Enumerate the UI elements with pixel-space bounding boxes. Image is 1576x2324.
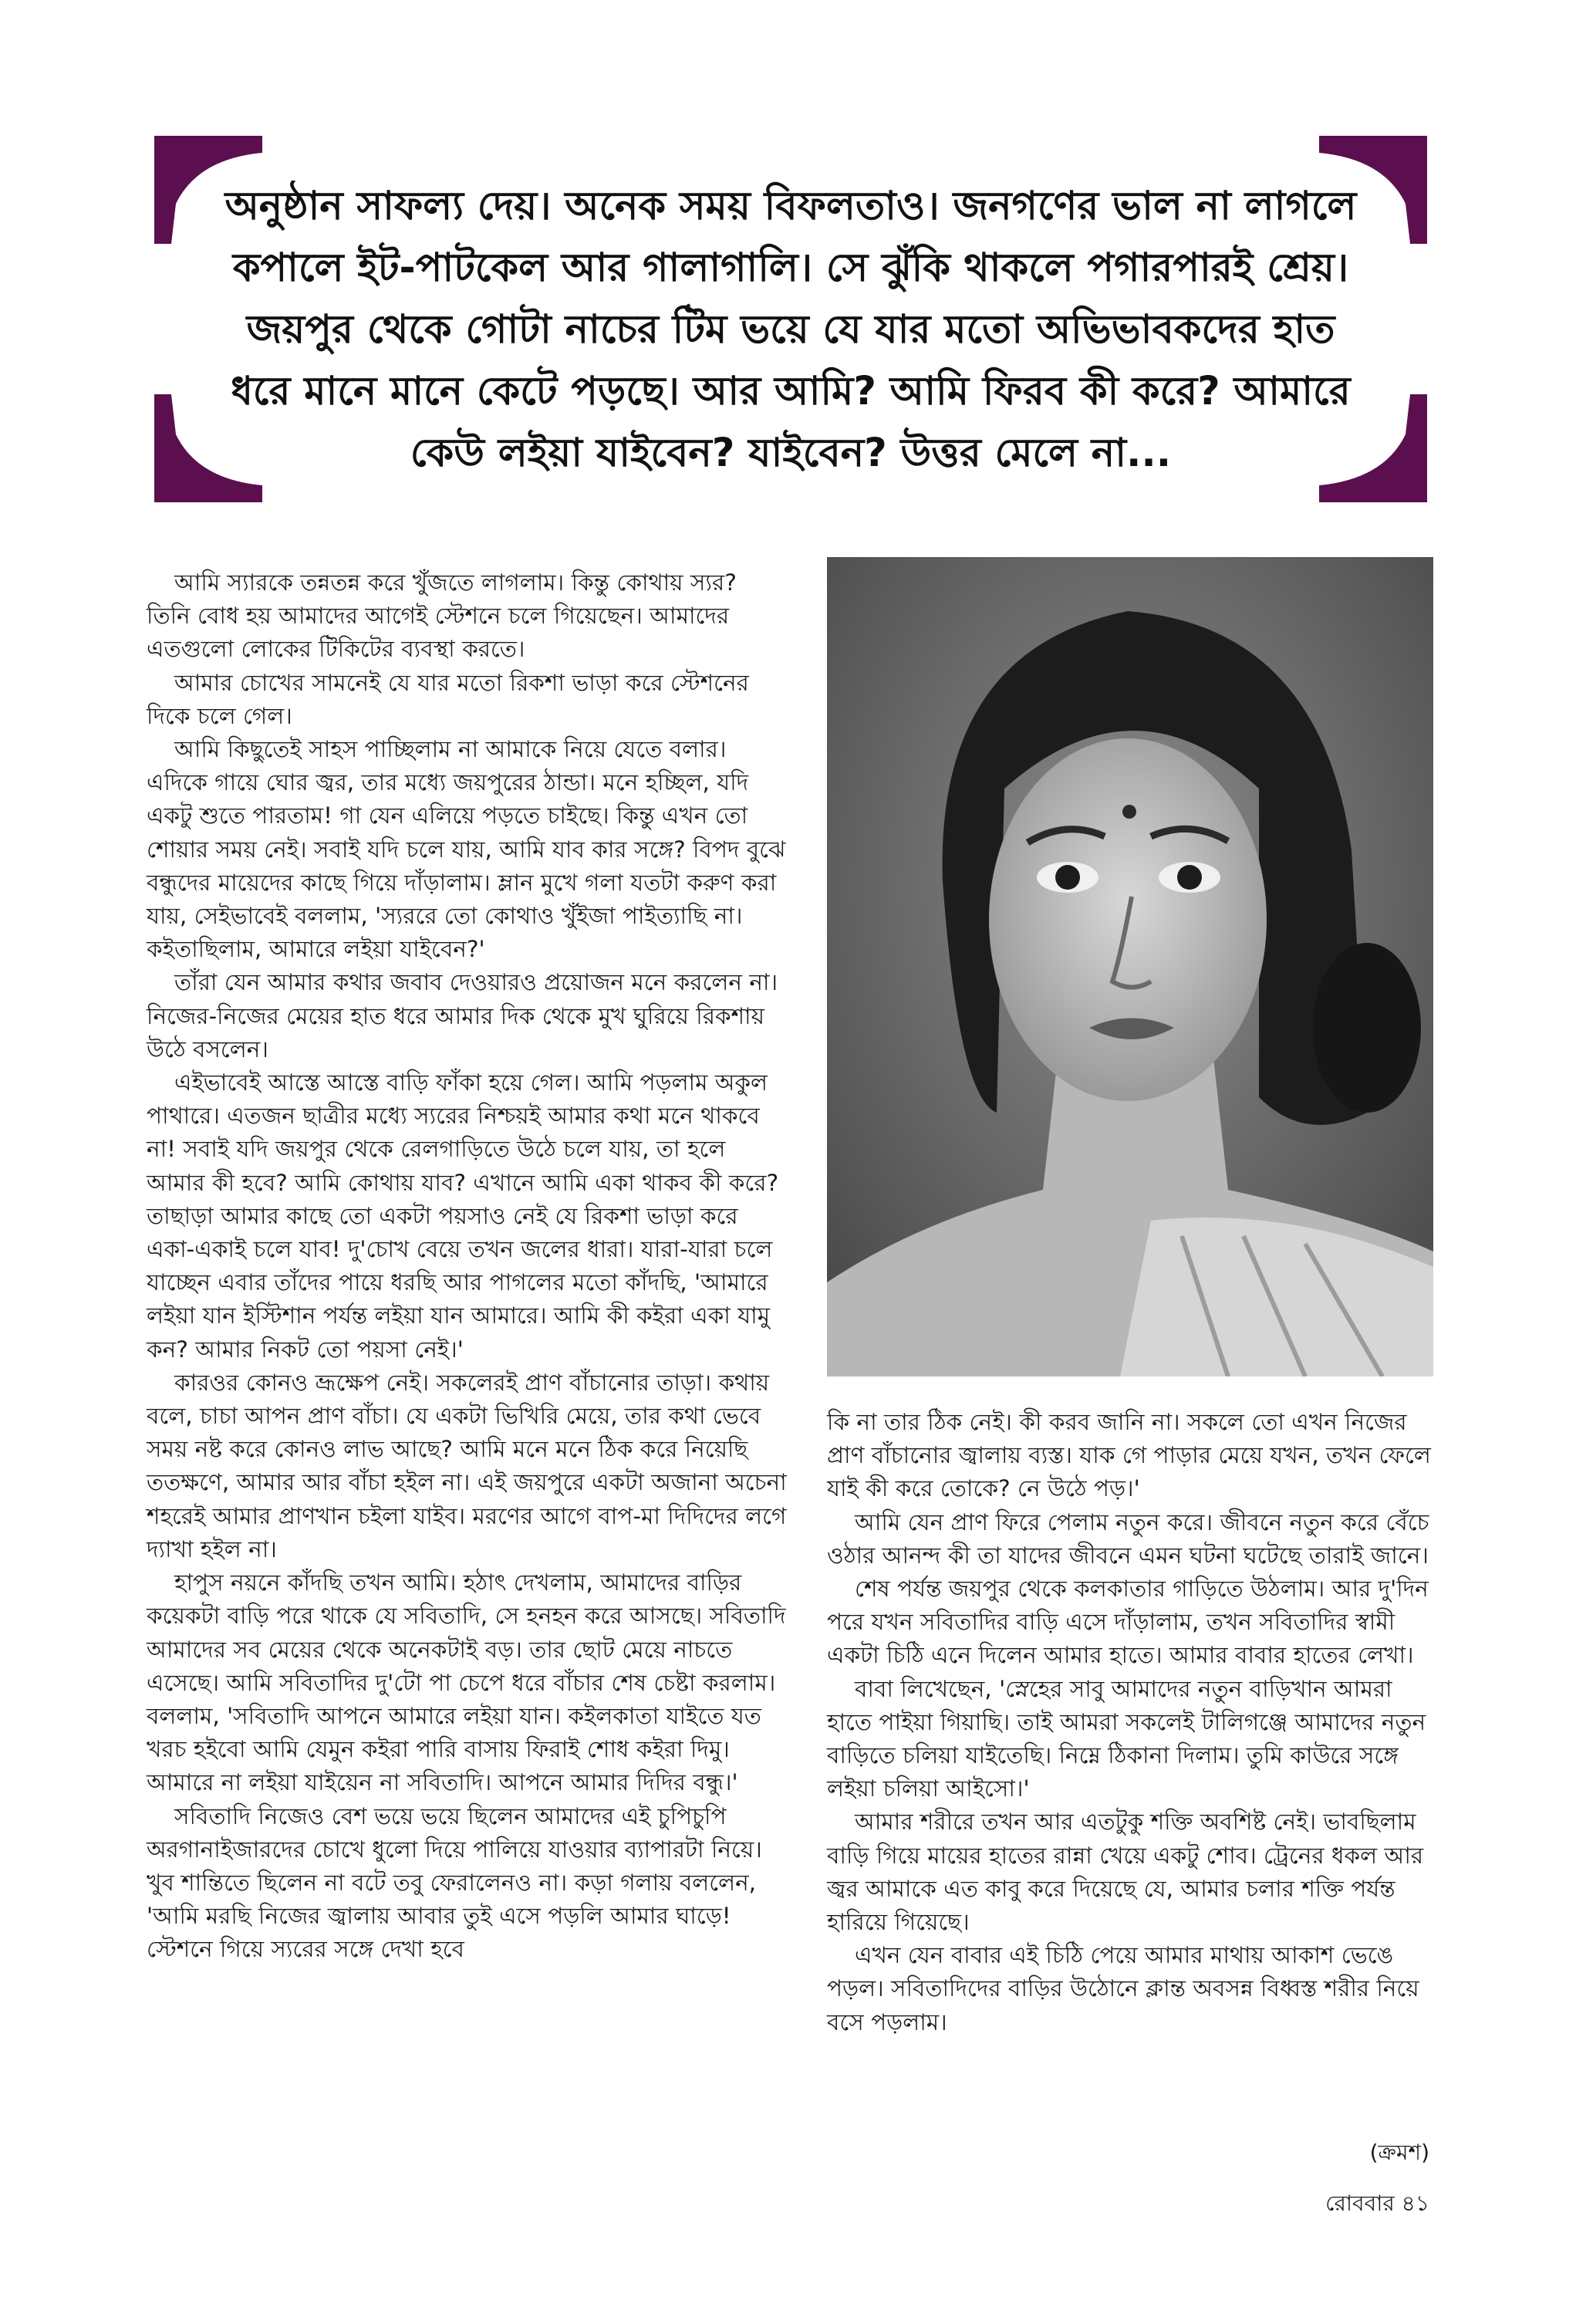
paragraph: আমি স্যারকে তন্নতন্ন করে খুঁজতে লাগলাম। কিন্তু কোথায় স্যর? তিনি বোধ হয় আমাদের আগেই স্টেশনে চলে গিয়েছেন। আমাদের এতগুলো লোকের টিকিটের ব্যবস্থা করতে।: [147, 569, 737, 663]
pull-quote-line: কেউ লইয়া যাইবেন? যাইবেন? উত্তর মেলে না...: [410, 431, 1172, 476]
page-footer: [1325, 2187, 1429, 2223]
paragraph: আমি যেন প্রাণ ফিরে পেলাম নতুন করে। জীবনে নতুন করে বেঁচে ওঠার আনন্দ কী তা যাদের জীবনে এমন ঘটনা ঘটেছে তারাই জানে।: [827, 1508, 1429, 1569]
paragraph: আমার শরীরে তখন আর এতটুকু শক্তি অবশিষ্ট নেই। ভাবছিলাম বাড়ি গিয়ে মায়ের হাতের রান্না খেয়ে একটু শোব। ট্রেনের ধকল আর জ্বর আমাকে এত কাবু করে দিয়েছে যে, আমার চলার শক্তি পর্যন্ত হারিয়ে গিয়েছে।: [827, 1809, 1424, 1936]
paragraph: আমার চোখের সামনেই যে যার মতো রিকশা ভাড়া করে স্টেশনের দিকে চলে গেল।: [147, 669, 749, 729]
pull-quote-line: ধরে মানে মানে কেটে পড়ছে। আর আমি? আমি ফিরব কী করে? আমারে: [231, 369, 1351, 414]
paragraph: তাঁরা যেন আমার কথার জবাব দেওয়ারও প্রয়োজন মনে করলেন না। নিজের-নিজের মেয়ের হাত ধরে আমার দিক থেকে মুখ ঘুরিয়ে রিকশায় উঠে বসলেন।: [147, 969, 778, 1062]
pull-quote-line: কপালে ইট-পাটকেল আর গালাগালি। সে ঝুঁকি থাকলে পগারপারই শ্রেয়।: [232, 245, 1349, 291]
pull-quote-text: [177, 176, 1404, 485]
paragraph: হাপুস নয়নে কাঁদছি তখন আমি। হঠাৎ দেখলাম, আমাদের বাড়ির কয়েকটা বাড়ি পরে থাকে যে সবিতাদি, সে হনহন করে আসছে। সবিতাদি আমাদের সব মেয়ের থেকে অনেকটাই বড়। তার ছোট মেয়ে নাচতে এসেছে। আমি সবিতাদির দু'টো পা চেপে ধরে বাঁচার শেষ চেষ্টা করলাম। বললাম, 'সবিতাদি আপনে আমারে লইয়া যান। কইলকাতা যাইতে যত খরচ হইবো আমি যেমুন কইরা পারি বাসায় ফিরাই শোধ কইরা দিমু। আমারে না লইয়া যাইয়েন না সবিতাদি। আপনে আমার দিদির বন্ধু।': [147, 1569, 786, 1796]
paragraph: এইভাবেই আস্তে আস্তে বাড়ি ফাঁকা হয়ে গেল। আমি পড়লাম অকুল পাথারে। এতজন ছাত্রীর মধ্যে স্যরের নিশ্চয়ই আমার কথা মনে থাকবে না! সবাই যদি জয়পুর থেকে রেলগাড়িতে উঠে চলে যায়, তা হলে আমার কী হবে? আমি কোথায় যাব? এখানে আমি একা থাকব কী করে? তাছাড়া আমার কাছে তো একটা পয়সাও নেই যে রিকশা ভাড়া করে একা-একাই চলে যাব! দু'চোখ বেয়ে তখন জলের ধারা। যারা-যারা চলে যাচ্ছেন এবার তাঁদের পায়ে ধরছি আর পাগলের মতো কাঁদছি, 'আমারে লইয়া যান ইস্টিশান পর্যন্ত লইয়া যান আমারে। আমি কী কইরা একা যামু কন? আমার নিকট তো পয়সা নেই।': [147, 1069, 779, 1363]
continued-label: (ক্রমশ): [1369, 2140, 1429, 2165]
paragraph: সবিতাদি নিজেও বেশ ভয়ে ভয়ে ছিলেন আমাদের এই চুপিচুপি অরগানাইজারদের চোখে ধুলো দিয়ে পালিয়ে যাওয়ার ব্যাপারটা নিয়ে। খুব শান্তিতে ছিলেন না বটে তবু ফেরালেনও না। কড়া গলায় বললেন, 'আমি মরছি নিজের জ্বালায় আবার তুই এসে পড়লি আমার ঘাড়ে! স্টেশনে গিয়ে স্যরের সঙ্গে দেখা হবে: [147, 1802, 762, 1963]
paragraph: কি না তার ঠিক নেই। কী করব জানি না। সকলে তো এখন নিজের প্রাণ বাঁচানোর জ্বালায় ব্যস্ত। যাক গে পাড়ার মেয়ে যখন, তখন ফেলে যাই কী করে তোকে? নে উঠে পড়।': [827, 1409, 1431, 1502]
right-column: [827, 1406, 1436, 2039]
magazine-name: রোববার: [1325, 2191, 1395, 2216]
paragraph: আমি কিছুতেই সাহস পাচ্ছিলাম না আমাকে নিয়ে যেতে বলার। এদিকে গায়ে ঘোর জ্বর, তার মধ্যে জয়পুরের ঠান্ডা। মনে হচ্ছিল, যদি একটু শুতে পারতাম! গা যেন এলিয়ে পড়তে চাইছে। কিন্তু এখন তো শোয়ার সময় নেই। সবাই যদি চলে যায়, আমি যাব কার সঙ্গে? বিপদ বুঝে বন্ধুদের মায়েদের কাছে গিয়ে দাঁড়ালাম। ম্লান মুখে গলা যতটা করুণ করা যায়, সেইভাবেই বললাম, 'স্যররে তো কোথাও খুঁইজা পাইত্যাছি না। কইতাছিলাম, আমারে লইয়া যাইবেন?': [147, 736, 786, 963]
page-number: ৪১: [1401, 2191, 1429, 2216]
portrait-photo: [827, 557, 1433, 1376]
portrait-image: [827, 557, 1433, 1376]
paragraph: এখন যেন বাবার এই চিঠি পেয়ে আমার মাথায় আকাশ ভেঙে পড়ল। সবিতাদিদের বাড়ির উঠোনে ক্লান্ত অবসন্ন বিধ্বস্ত শরীর নিয়ে বসে পড়লাম।: [827, 1942, 1419, 2035]
pull-quote-line: অনুষ্ঠান সাফল্য দেয়। অনেক সময় বিফলতাও। জনগণের ভাল না লাগলে: [224, 184, 1357, 229]
paragraph: শেষ পর্যন্ত জয়পুর থেকে কলকাতার গাড়িতে উঠলাম। আর দু'দিন পরে যখন সবিতাদির বাড়ি এসে দাঁড়ালাম, তখন সবিতাদির স্বামী একটা চিঠি এনে দিলেন আমার হাতে। আমার বাবার হাতের লেখা।: [827, 1576, 1429, 1669]
paragraph: বাবা লিখেছেন, 'স্নেহের সাবু আমাদের নতুন বাড়িখান আমরা হাতে পাইয়া গিয়াছি। তাই আমরা সকলেই টালিগঞ্জে আমাদের নতুন বাড়িতে চলিয়া যাইতেছি। নিম্নে ঠিকানা দিলাম। তুমি কাউরে সঙ্গে লইয়া চলিয়া আইসো।': [827, 1675, 1426, 1802]
pull-quote: [154, 136, 1427, 502]
left-column: [147, 566, 787, 1967]
paragraph: কারওর কোনও ভ্রূক্ষেপ নেই। সকলেরই প্রাণ বাঁচানোর তাড়া। কথায় বলে, চাচা আপন প্রাণ বাঁচা। যে একটা ভিখিরি মেয়ে, তার কথা ভেবে সময় নষ্ট করে কোনও লাভ আছে? আমি মনে মনে ঠিক করে নিয়েছি ততক্ষণে, আমার আর বাঁচা হইল না। এই জয়পুরে একটা অজানা অচেনা শহরেই আমার প্রাণখান চইলা যাইব। মরণের আগে বাপ-মা দিদিদের লগে দ্যাখা হইল না।: [147, 1369, 787, 1562]
pull-quote-line: জয়পুর থেকে গোটা নাচের টিম ভয়ে যে যার মতো অভিভাবকদের হাত: [246, 307, 1335, 353]
